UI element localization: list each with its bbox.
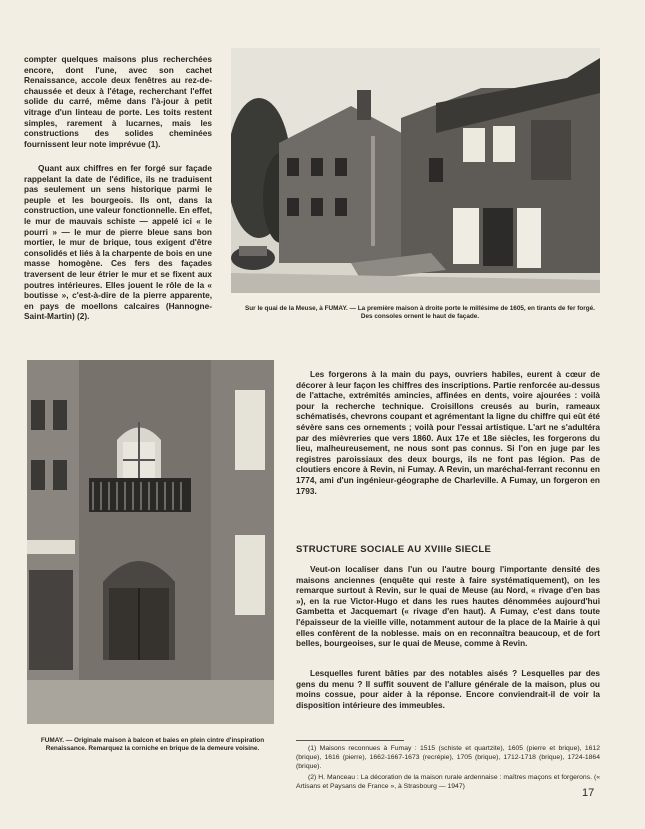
photo2-caption: FUMAY. — Originale maison à balcon et baies en plein cintre d'inspiration Renaissance. Remarquez la corniche en brique de la demeure voisine. [40, 737, 265, 753]
col1-paragraph-2: Quant aux chiffres en fer forgé sur façade rappelant la date de l'édifice, ils ne traduisent pas seulement un sens historique parmi le peuple et les bourgeois. Ils ont, dans la construction, une valeur fonctionnelle. En effet, le mur de mauvais schiste — appelé ici « le pourri » — le mur de pierre bleue sans bon mortier, le mur de brique, tous exigent d'être consolidés et liés à la charpente de bois en une masse homogène. Ces fers des façades traversent de leur étrier le mur et se fixent aux poutres intérieures. Elles jouent le rôle de la « boutisse », c'est-à-dire de la pierre apparente, en pays de moellons calcaires (Hannogne-Saint-Martin) (2). [24, 163, 212, 322]
col2-paragraph-2: Veut-on localiser dans l'un ou l'autre bourg l'importante densité des maisons anciennes (enquête qui reste à faire systématiquement), on les remarque surtout à Revin, sur le quai de Meuse (au Nord, « rivage d'en bas »), en la rue Victor-Hugo et dans les rues hautes dénommées aujourd'hui Gambetta et Jacquemart (« rivage d'en haut). A Fumay, c'est dans toute l'épaisseur de la vieille ville, notamment autour de la place de la Mairie à qui elles confèrent de la noblesse. mais on en reconnaîtra beaucoup, et de fort belles, bourgeoises, sur le quai de Meuse, comme à Revin. [296, 564, 600, 649]
footnote-rule [296, 740, 404, 741]
col2-paragraph-3: Lesquelles furent bâties par des notables aisés ? Lesquelles par des gens du menu ? Il suffit souvent de l'allure générale de la maison, plus ou moins cossue, pour aider à la réponse. Encore conviendrait-il de voir la disposition intérieure des immeubles. [296, 668, 600, 710]
footnote-2: (2) H. Manceau : La décoration de la maison rurale ardennaise : maîtres maçons et forgerons. (« Artisans et Paysans de France », à Strasbourg — 1947) [296, 774, 600, 790]
photo-maison-balcon [27, 360, 274, 724]
col2-paragraph-1: Les forgerons à la main du pays, ouvriers habiles, eurent à cœur de décorer à leur façon les chiffres des inscriptions. Partie renforcée au-dessus de l'attache, extrémités amincies, affinées en dents, voire ajourées : voilà pour la recherche technique. Croisillons creusés au burin, rameaux schématisés, chevrons coupant et agrémentant la ligne du chiffre qui eût été sévère sans ces ornements ; voilà pour l'essai artistique. L'art ne s'adultéra par des mièvreries que vers 1860. Aux 17e et 18e siècles, les forgerons du lieu, malheureusement, ne nous sont pas connus. Si l'on en juge par les registres paroissiaux des deux bourgs, ils ne font pas légion. Pas de cloutiers encore à Revin, ni Fumay. A Revin, un maréchal-ferrant reconnu en 1774, ami d'un ingénieur-géographe de Charleville. A Fumay, un forgeron en 1793. [296, 369, 600, 496]
footnote-1: (1) Maisons reconnues à Fumay : 1515 (schiste et quartzite), 1605 (pierre et brique), 1612 (brique), 1616 (pierre), 1662-1667-1673 (recrépie), 1705 (brique), 1712-1718 (brique), 1724-1864 (brique). [296, 745, 600, 770]
photo-quai-de-meuse [231, 48, 600, 293]
col1-paragraph-1: compter quelques maisons plus recherchées encore, dont l'une, avec son cachet Renaissance, accole deux fenêtres au rez-de-chaussée et deux à l'étage, recherchant l'effet solide du carré, même dans l'à-jour à petit vitrage d'un linteau de porte. Les toits restent simples, rarement à lucarnes, mais les constructions des solides cheminées fournissent leur note imprévue (1). [24, 54, 212, 149]
photo1-caption: Sur le quai de la Meuse, à FUMAY. — La première maison à droite porte le millésime de 1605, en tirants de fer forgé. Des consoles ornent le haut de façade. [245, 305, 595, 321]
section-heading: STRUCTURE SOCIALE AU XVIIIe SIECLE [296, 544, 492, 555]
page-number: 17 [582, 787, 595, 799]
